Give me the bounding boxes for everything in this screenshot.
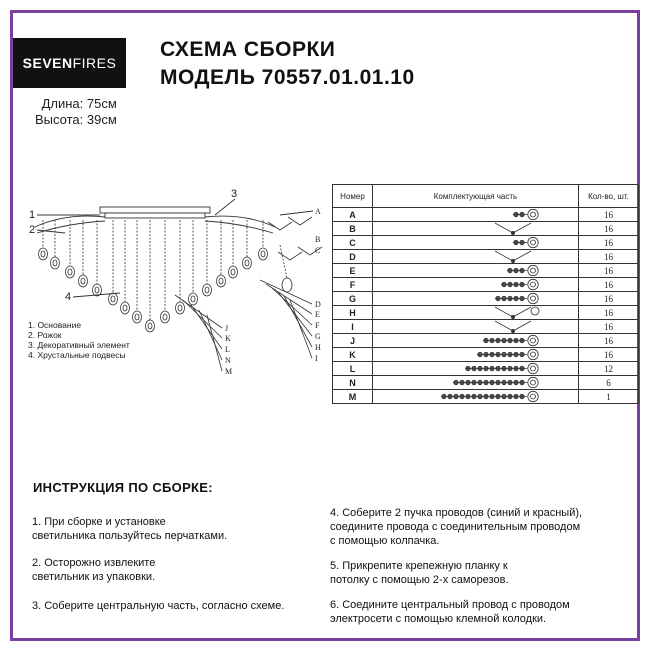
instruction-step-6 — [330, 598, 570, 626]
part-id: D — [333, 250, 373, 264]
part-quantity: 12 — [578, 362, 638, 376]
part-bead-ring-icon — [373, 292, 578, 305]
part-drawing — [372, 362, 578, 376]
diagram-callout: 2 — [29, 224, 36, 236]
part-id: C — [333, 236, 373, 250]
part-drawing — [372, 278, 578, 292]
diagram-part-label: J — [225, 324, 229, 333]
legend-item: 2. Рожок — [28, 330, 62, 340]
part-vee-icon — [373, 222, 578, 235]
parts-row — [333, 208, 639, 222]
leader-line — [290, 300, 312, 358]
length-text: Длина: 75см — [41, 96, 117, 111]
diagram-part-label: C — [315, 246, 321, 255]
part-drawing — [372, 390, 578, 404]
crystal-drop — [109, 293, 118, 305]
part-quantity: 16 — [578, 236, 638, 250]
crystal-drop — [176, 302, 185, 314]
part-bead-ring-icon — [373, 390, 578, 403]
diagram-part-label: N — [225, 356, 231, 365]
crystal-drop — [79, 275, 88, 287]
crystal-drop — [51, 257, 60, 269]
part-id: I — [333, 320, 373, 334]
model-title: МОДЕЛЬ 70557.01.01.10 — [160, 66, 415, 89]
part-id: F — [333, 278, 373, 292]
part-quantity: 16 — [578, 334, 638, 348]
part-id: G — [333, 292, 373, 306]
part-id: N — [333, 376, 373, 390]
part-quantity: 16 — [578, 320, 638, 334]
brand-name-regular: FIRES — [72, 55, 117, 71]
parts-table — [332, 184, 639, 404]
crystal-drop — [203, 284, 212, 296]
step-line: 2. Осторожно извлеките — [32, 557, 156, 569]
parts-row — [333, 250, 639, 264]
crystal-drop — [282, 278, 292, 292]
part-drawing — [372, 306, 578, 320]
part-quantity: 16 — [578, 208, 638, 222]
parts-row — [333, 376, 639, 390]
step-line: соедините провода с соединительным проводом — [330, 521, 581, 533]
crystal-drop — [189, 293, 198, 305]
parts-row — [333, 292, 639, 306]
leader-line — [183, 300, 222, 338]
crystal-drop — [39, 248, 48, 260]
parts-row — [333, 362, 639, 376]
header-quantity: Кол-во, шт. — [578, 185, 638, 208]
part-bead-ring-icon — [373, 236, 578, 249]
legend-item: 4. Хрустальные подвесы — [28, 350, 126, 360]
leader-line — [175, 295, 222, 328]
instruction-step-5 — [330, 559, 509, 587]
part-quantity: 1 — [578, 390, 638, 404]
diagram-part-label: K — [225, 334, 231, 343]
parts-row — [333, 222, 639, 236]
part-bead-ring-icon — [373, 264, 578, 277]
part-drawing — [372, 250, 578, 264]
diagram-part-label: G — [315, 332, 321, 341]
diagram-part-label: H — [315, 343, 321, 352]
part-drawing — [372, 348, 578, 362]
step-line: светильник из упаковки. — [32, 571, 156, 583]
step-line: потолку с помощью 2-х саморезов. — [330, 574, 509, 586]
parts-row — [333, 236, 639, 250]
diagram-part-label: L — [225, 345, 230, 354]
part-quantity: 16 — [578, 264, 638, 278]
parts-table-header — [333, 185, 639, 208]
part-bead-ring-icon — [373, 208, 578, 221]
part-bead-ring-icon — [373, 278, 578, 291]
leader-line — [272, 288, 312, 325]
part-drawing — [372, 208, 578, 222]
legend-item: 3. Декоративный элемент — [28, 340, 130, 350]
crystal-drop — [229, 266, 238, 278]
document-title: СХЕМА СБОРКИ — [160, 38, 336, 61]
parts-row — [333, 306, 639, 320]
part-id: L — [333, 362, 373, 376]
diagram-part-label: B — [315, 235, 321, 244]
diagram-part-label: M — [225, 367, 233, 375]
instruction-step-3 — [32, 599, 284, 613]
step-line: электросети с помощью клемной колодки. — [330, 613, 547, 625]
part-drawing — [372, 376, 578, 390]
part-id: H — [333, 306, 373, 320]
parts-row — [333, 390, 639, 404]
crystal-drop — [217, 275, 226, 287]
diagram-callout: 4 — [65, 291, 72, 303]
part-quantity: 16 — [578, 306, 638, 320]
crystal-drop — [259, 248, 268, 260]
crystal-drop — [66, 266, 75, 278]
vee-connector — [288, 217, 312, 225]
part-quantity: 16 — [578, 348, 638, 362]
legend-item: 1. Основание — [28, 320, 82, 330]
dimensions — [35, 96, 117, 128]
part-vee-icon — [373, 320, 578, 333]
crystal-drop — [146, 320, 155, 332]
step-line: 1. При сборке и установке — [32, 516, 166, 528]
diagram-part-label: A — [315, 207, 321, 216]
height-text: Высота: 39см — [35, 112, 117, 127]
step-line: 6. Соедините центральный провод с проводом — [330, 599, 570, 611]
parts-row — [333, 320, 639, 334]
header-number: Номер — [333, 185, 373, 208]
part-drawing — [372, 222, 578, 236]
diagram-part-label: F — [315, 321, 320, 330]
header-part: Комплектующая часть — [372, 185, 578, 208]
instructions-heading: ИНСТРУКЦИЯ ПО СБОРКЕ: — [33, 480, 213, 495]
step-line: светильника пользуйтесь перчатками. — [32, 530, 228, 542]
parts-row — [333, 278, 639, 292]
brand-name-bold: SEVEN — [22, 55, 73, 71]
parts-row — [333, 348, 639, 362]
part-quantity: 16 — [578, 250, 638, 264]
instruction-step-1 — [32, 515, 227, 543]
part-vee-icon — [373, 250, 578, 263]
step-line: 4. Соберите 2 пучка проводов (синий и красный), — [330, 507, 583, 519]
part-id: M — [333, 390, 373, 404]
part-bead-ring-icon — [373, 348, 578, 361]
step-line: 3. Соберите центральную часть, согласно схеме. — [32, 600, 285, 612]
brand-logo — [13, 38, 126, 88]
part-id: K — [333, 348, 373, 362]
part-drawing — [372, 292, 578, 306]
part-drawing — [372, 264, 578, 278]
part-drawing — [372, 334, 578, 348]
part-bead-ring-icon — [373, 376, 578, 389]
part-drawing — [372, 236, 578, 250]
crystal-drop — [133, 311, 142, 323]
diagram-callout: 3 — [231, 188, 238, 200]
part-quantity: 16 — [578, 222, 638, 236]
part-bead-ring-icon — [373, 362, 578, 375]
crystal-chain — [280, 245, 287, 278]
part-id: E — [333, 264, 373, 278]
part-id: A — [333, 208, 373, 222]
part-quantity: 16 — [578, 292, 638, 306]
part-vee-ring-icon — [373, 306, 578, 319]
part-id: J — [333, 334, 373, 348]
crystal-drop — [161, 311, 170, 323]
step-line: 5. Прикрепите крепежную планку к — [330, 560, 508, 572]
part-drawing — [372, 320, 578, 334]
leader-line — [207, 315, 222, 371]
crystal-drop — [93, 284, 102, 296]
instruction-step-2 — [32, 556, 155, 584]
parts-row — [333, 264, 639, 278]
step-line: с помощью колпачка. — [330, 535, 440, 547]
diagram-legend — [28, 320, 130, 360]
crystal-drop — [121, 302, 130, 314]
instruction-step-4 — [330, 506, 582, 548]
part-bead-ring-icon — [373, 334, 578, 347]
vee-connector — [268, 222, 292, 230]
part-id: B — [333, 222, 373, 236]
diagram-part-label: I — [315, 354, 318, 363]
diagram-part-label: E — [315, 310, 320, 319]
part-quantity: 6 — [578, 376, 638, 390]
diagram-part-label: D — [315, 300, 321, 309]
crystal-drop — [243, 257, 252, 269]
diagram-callout: 1 — [29, 209, 36, 221]
parts-row — [333, 334, 639, 348]
part-quantity: 16 — [578, 278, 638, 292]
